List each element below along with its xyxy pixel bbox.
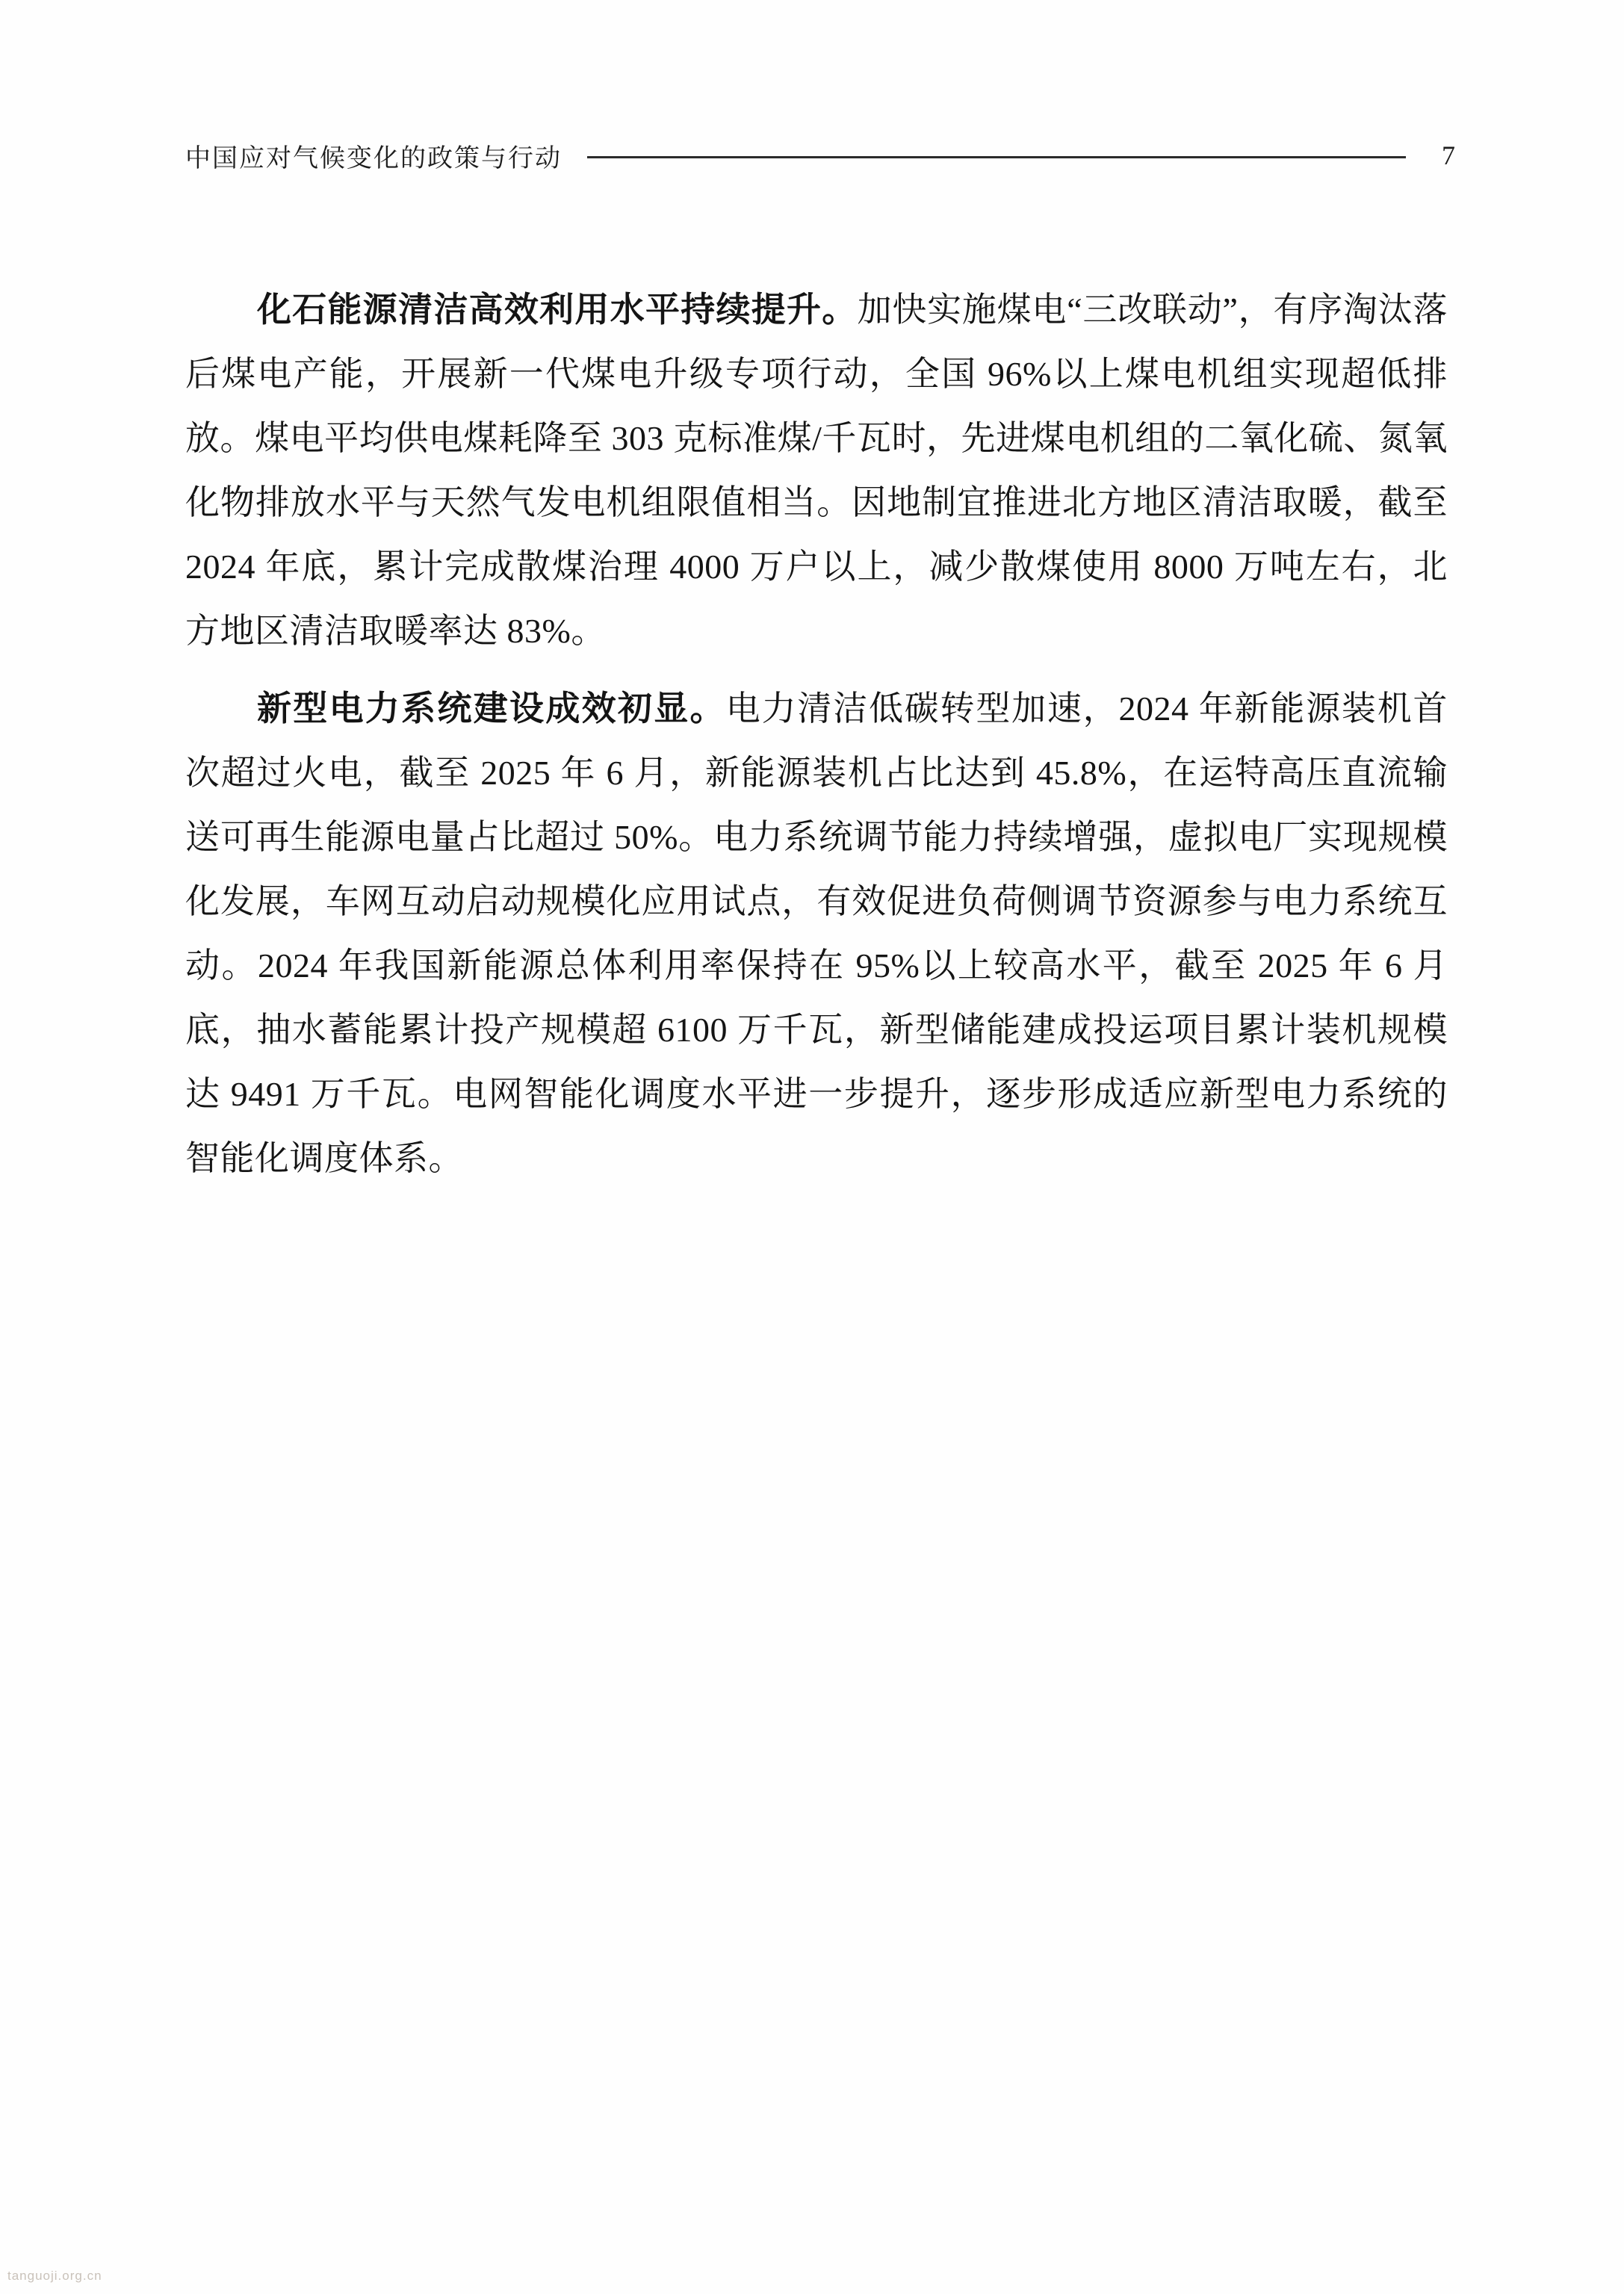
page-number: 7 (1442, 140, 1455, 170)
paragraph-1-lead: 化石能源清洁高效利用水平持续提升。 (257, 291, 858, 329)
header-rule (587, 156, 1406, 158)
paragraph-2-body: 电力清洁低碳转型加速，2024 年新能源装机首次超过火电，截至 2025 年 6 月，新能源装机占比达到 45.8%，在运特高压直流输送可再生能源电量占比超过 50%。电力系统调节能力持续增强，虚拟电厂实现规模化发展，车网互动启动规模化应用试点，有效促进负荷侧调节资源参与电力系统互动。2024 年我国新能源总体利用率保持在 95%以上较高水平，截至 2025 年 6 月底，抽水蓄能累计投产规模超 6100 万千瓦，新型储能建成投运项目累计装机规模达 9491 万千瓦。电网智能化调度水平进一步提升，逐步形成适应新型电力系统的智能化调度体系。 (185, 689, 1448, 1177)
paragraph-1-body: 加快实施煤电“三改联动”，有序淘汰落后煤电产能，开展新一代煤电升级专项行动，全国 96%以上煤电机组实现超低排放。煤电平均供电煤耗降至 303 克标准煤/千瓦时，先进煤电机组的二氧化硫、氮氧化物排放水平与天然气发电机组限值相当。因地制宜推进北方地区清洁取暖，截至 2024 年底，累计完成散煤治理 4000 万户以上，减少散煤使用 8000 万吨左右，北方地区清洁取暖率达 83%。 (185, 291, 1448, 650)
header-title: 中国应对气候变化的政策与行动 (185, 144, 562, 173)
page-body (185, 278, 1448, 1195)
paragraph-2-lead: 新型电力系统建设成效初显。 (257, 689, 726, 728)
paragraph-1 (185, 278, 1448, 663)
footer-watermark: tanguoji.org.cn (7, 2269, 102, 2283)
page-header (185, 133, 1455, 178)
paragraph-2 (185, 677, 1448, 1191)
